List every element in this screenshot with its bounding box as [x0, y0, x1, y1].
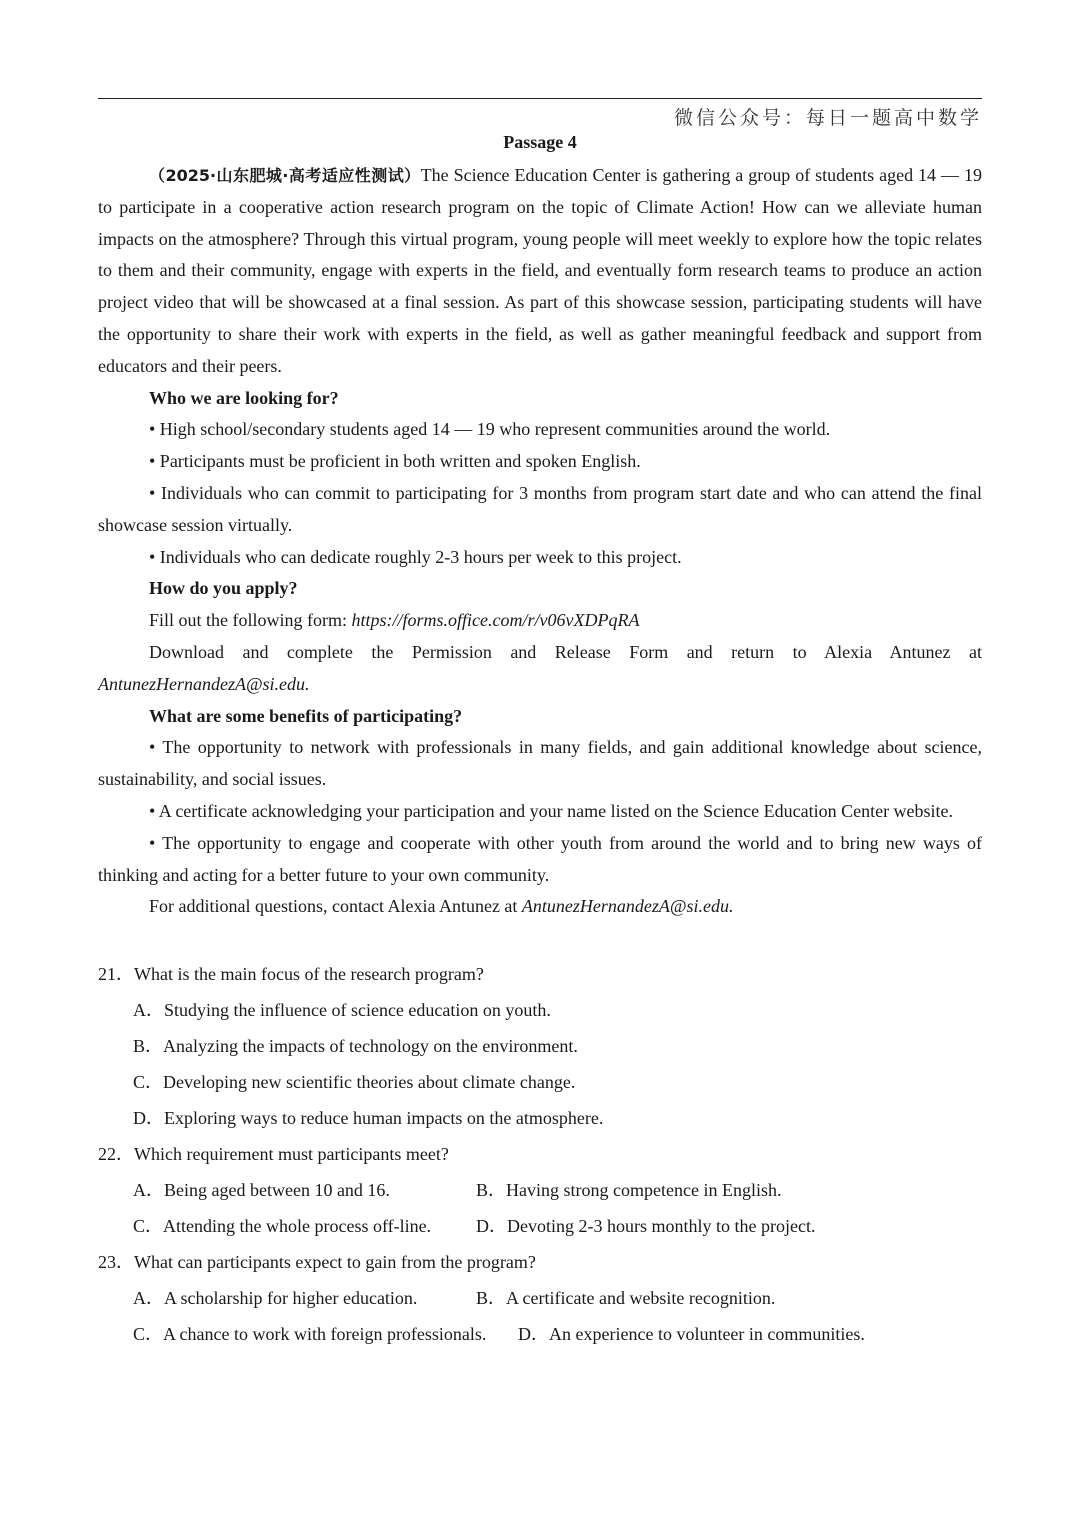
intro-paragraph — [98, 160, 982, 383]
answer-option: D．Devoting 2-3 hours monthly to the project. — [476, 1216, 816, 1236]
section-heading-looking-for: Who we are looking for? — [149, 387, 339, 408]
answer-option: D．Exploring ways to reduce human impacts on the atmosphere. — [133, 1108, 604, 1128]
apply-form-link[interactable]: https://forms.office.com/r/v06vXDPqRA — [351, 610, 640, 631]
passage-body — [98, 160, 982, 923]
source-label: （2025·山东肥城·高考适应性测试） — [149, 166, 421, 185]
contact-email-link[interactable]: AntunezHernandezA@si.edu. — [521, 896, 734, 917]
question-text: What is the main focus of the research program? — [134, 964, 484, 984]
question-number: 23． — [98, 1252, 134, 1272]
apply-form-text: Fill out the following form: — [149, 610, 352, 631]
answer-option-row — [98, 1210, 982, 1246]
answer-option: A．Studying the influence of science education on youth. — [133, 1000, 551, 1020]
answer-option: B．A certificate and website recognition. — [476, 1288, 776, 1308]
answer-option: C．A chance to work with foreign professionals. — [133, 1324, 487, 1344]
intro-text: The Science Education Center is gathering a group of students aged 14 — 19 to participate in a cooperative action research program on the topic of Climate Action! How can we alleviate human impacts on the atmosphere? Through this virtual program, young people will meet weekly to explore how the topic relates to them and their community, engage with experts in the field, and eventually form research teams to produce an action project video that will be showcased at a final session. As part of this showcase session, participating students will have the opportunity to share their work with experts in the field, as well as gather meaningful feedback and support from educators and their peers. — [98, 165, 982, 376]
contact-text: For additional questions, contact Alexia Antunez at — [149, 896, 522, 917]
answer-option: C．Attending the whole process off-line. — [133, 1216, 432, 1236]
answer-option: A．A scholarship for higher education. — [133, 1288, 418, 1308]
question-text: What can participants expect to gain from the program? — [134, 1252, 536, 1272]
list-item: • Participants must be proficient in both written and spoken English. — [149, 451, 641, 472]
question-number: 21． — [98, 964, 134, 984]
question-stem — [98, 958, 982, 994]
list-item: • The opportunity to engage and cooperate with other youth from around the world and to bring new ways of thinking and acting for a better future to your own community. — [98, 832, 982, 885]
list-item: • The opportunity to network with professionals in many fields, and gain additional knowledge about science, sustainability, and social issues. — [98, 737, 982, 790]
passage-title: Passage 4 — [503, 132, 577, 152]
answer-option: B．Analyzing the impacts of technology on the environment. — [133, 1036, 578, 1056]
section-heading-benefits: What are some benefits of participating? — [149, 705, 463, 726]
contact-line — [98, 891, 982, 923]
header-rule — [98, 98, 982, 99]
question-stem — [98, 1246, 982, 1282]
list-item: • A certificate acknowledging your participation and your name listed on the Science Education Center website. — [149, 800, 954, 821]
apply-email-link[interactable]: AntunezHernandezA@si.edu. — [98, 673, 310, 694]
list-item: • Individuals who can dedicate roughly 2-3 hours per week to this project. — [149, 546, 682, 567]
apply-download-line — [98, 637, 982, 701]
question-stem — [98, 1138, 982, 1174]
answer-option: B．Having strong competence in English. — [476, 1180, 782, 1200]
answer-option: C．Developing new scientific theories about climate change. — [133, 1072, 576, 1092]
list-item: • High school/secondary students aged 14 — 19 who represent communities around the world. — [149, 419, 831, 440]
answer-option-row — [98, 1318, 982, 1354]
answer-option-row — [98, 1282, 982, 1318]
wechat-label: 微信公众号：每日一题高中数学 — [673, 107, 982, 129]
answer-option-row — [98, 1174, 982, 1210]
answer-option: D．An experience to volunteer in communities. — [518, 1324, 865, 1344]
questions-section — [98, 958, 982, 1354]
apply-download-text: Download and complete the Permission and Release Form and return to Alexia Antunez at — [149, 641, 982, 662]
apply-form-line — [98, 605, 982, 637]
list-item: • Individuals who can commit to participating for 3 months from program start date and who can attend the final showcase session virtually. — [98, 482, 982, 535]
section-heading-apply: How do you apply? — [149, 578, 298, 599]
answer-option: A．Being aged between 10 and 16. — [133, 1180, 390, 1200]
question-number: 22． — [98, 1144, 134, 1164]
question-text: Which requirement must participants meet? — [134, 1144, 449, 1164]
